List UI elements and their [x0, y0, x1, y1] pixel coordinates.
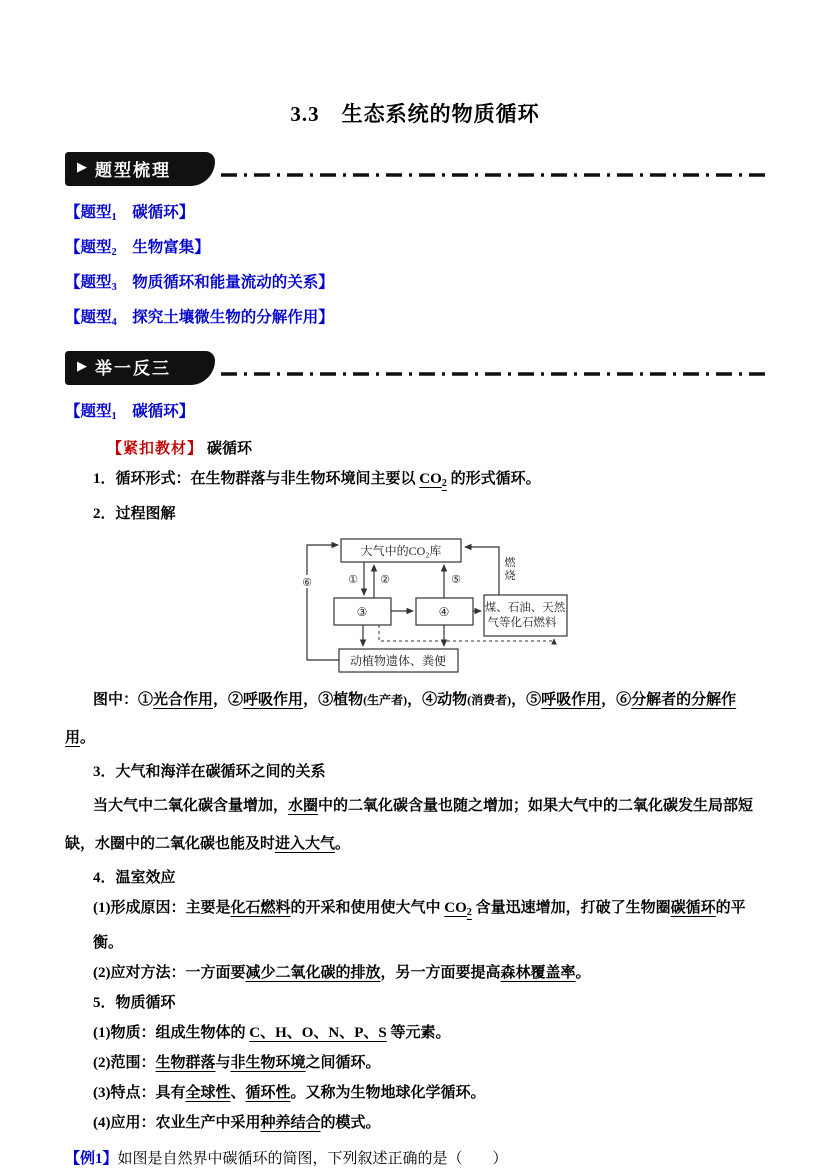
- arrow-burning: [465, 547, 499, 595]
- remains-label: 动植物遗体、粪便: [349, 653, 447, 668]
- material-tag-line: [65, 434, 765, 464]
- point-5-heading: 5．物质循环: [93, 994, 176, 1011]
- material-title: 碳循环: [207, 440, 253, 457]
- point-5-feature: (3)特点：具有全球性、循环性。又称为生物地球化学循环。: [93, 1084, 486, 1101]
- play-arrow-icon: ▶: [77, 357, 87, 373]
- circled-1-label: ①: [348, 573, 358, 586]
- dash-dot-rule: [221, 172, 765, 178]
- section-header-question-types: [65, 150, 765, 186]
- topic-item-3: 【题型$_3$ 物质循环和能量流动的关系】: [65, 274, 334, 294]
- consumer-label: ④: [438, 604, 450, 619]
- point-4-heading: 4．温室效应: [93, 869, 176, 886]
- example-1-question: [65, 1144, 765, 1174]
- point-5-application: (4)应用：农业生产中采用种养结合的模式。: [93, 1114, 381, 1131]
- producer-label: ③: [356, 604, 368, 619]
- play-arrow-icon: ▶: [77, 159, 87, 174]
- burn-label-1: 燃: [504, 556, 516, 569]
- point-5-scope: (2)范围：生物群落与非生物环境之间循环。: [93, 1054, 381, 1071]
- fossil-fuel-label-2: 气等化石燃料: [487, 616, 557, 629]
- circled-5-label: ⑤: [451, 573, 461, 586]
- topic-item-2: 【题型$_2$ 生物富集】: [65, 239, 210, 259]
- atmosphere-co2-label: 大气中的CO₂库: [360, 543, 442, 558]
- dash-dot-rule: [221, 371, 765, 377]
- circled-6-label: ⑥: [302, 576, 312, 589]
- point-3-heading: 3．大气和海洋在碳循环之间的关系: [93, 763, 326, 780]
- section-header-examples: [65, 349, 765, 385]
- material-tag: 【紧扣教材】: [107, 440, 204, 457]
- banner-label: 题型梳理: [95, 160, 171, 180]
- point-5-substance: (1)物质：组成生物体的 C、H、O、N、P、S 等元素。: [93, 1024, 451, 1041]
- point-2-process-diagram: 2．过程图解: [93, 505, 176, 522]
- burn-label-2: 烧: [504, 569, 516, 582]
- topic-item-1: 【题型$_1$ 碳循环】: [65, 204, 195, 224]
- point-1-cycle-form: 1．循环形式：在生物群落与非生物环境间主要以 $CO_2$ 的形式循环。: [93, 470, 541, 489]
- page-title: 3.3 生态系统的物质循环: [290, 102, 540, 126]
- topic-item-4: 【题型$_4$ 探究土壤微生物的分解作用】: [65, 309, 334, 329]
- diagram-caption: 图中：①光合作用，②呼吸作用，③植物(生产者)，④动物(消费者)，⑤呼吸作用，⑥分解者的分解作用。: [65, 691, 737, 746]
- example-1-text: 如图是自然界中碳循环的简图，下列叙述正确的是（ ）: [117, 1150, 508, 1167]
- point-4-solution: (2)应对方法：一方面要减少二氧化碳的排放，另一方面要提高森林覆盖率。: [93, 964, 591, 981]
- subtopic-heading: 【题型$_1$ 碳循环】: [65, 402, 195, 422]
- banner-label: 举一反三: [95, 359, 171, 379]
- example-1-tag: 【例1】: [65, 1150, 118, 1167]
- carbon-cycle-diagram: [291, 533, 765, 677]
- point-4-cause: (1)形成原因：主要是化石燃料的开采和使用使大气中 $CO_2$ 含量迅速增加，打破了生物圈碳循环的平衡。: [93, 899, 746, 951]
- banner-tixing-shuli: [65, 152, 215, 186]
- banner-juyifansan: [65, 351, 215, 385]
- point-3-paragraph: 当大气中二氧化碳含量增加，水圈中的二氧化碳含量也随之增加；如果大气中的二氧化碳发生局部短缺，水圈中的二氧化碳也能及时进入大气。: [65, 797, 754, 852]
- circled-2-label: ②: [380, 573, 390, 586]
- fossil-fuel-label-1: 煤、石油、天然: [484, 601, 566, 614]
- topic-list: [65, 198, 765, 339]
